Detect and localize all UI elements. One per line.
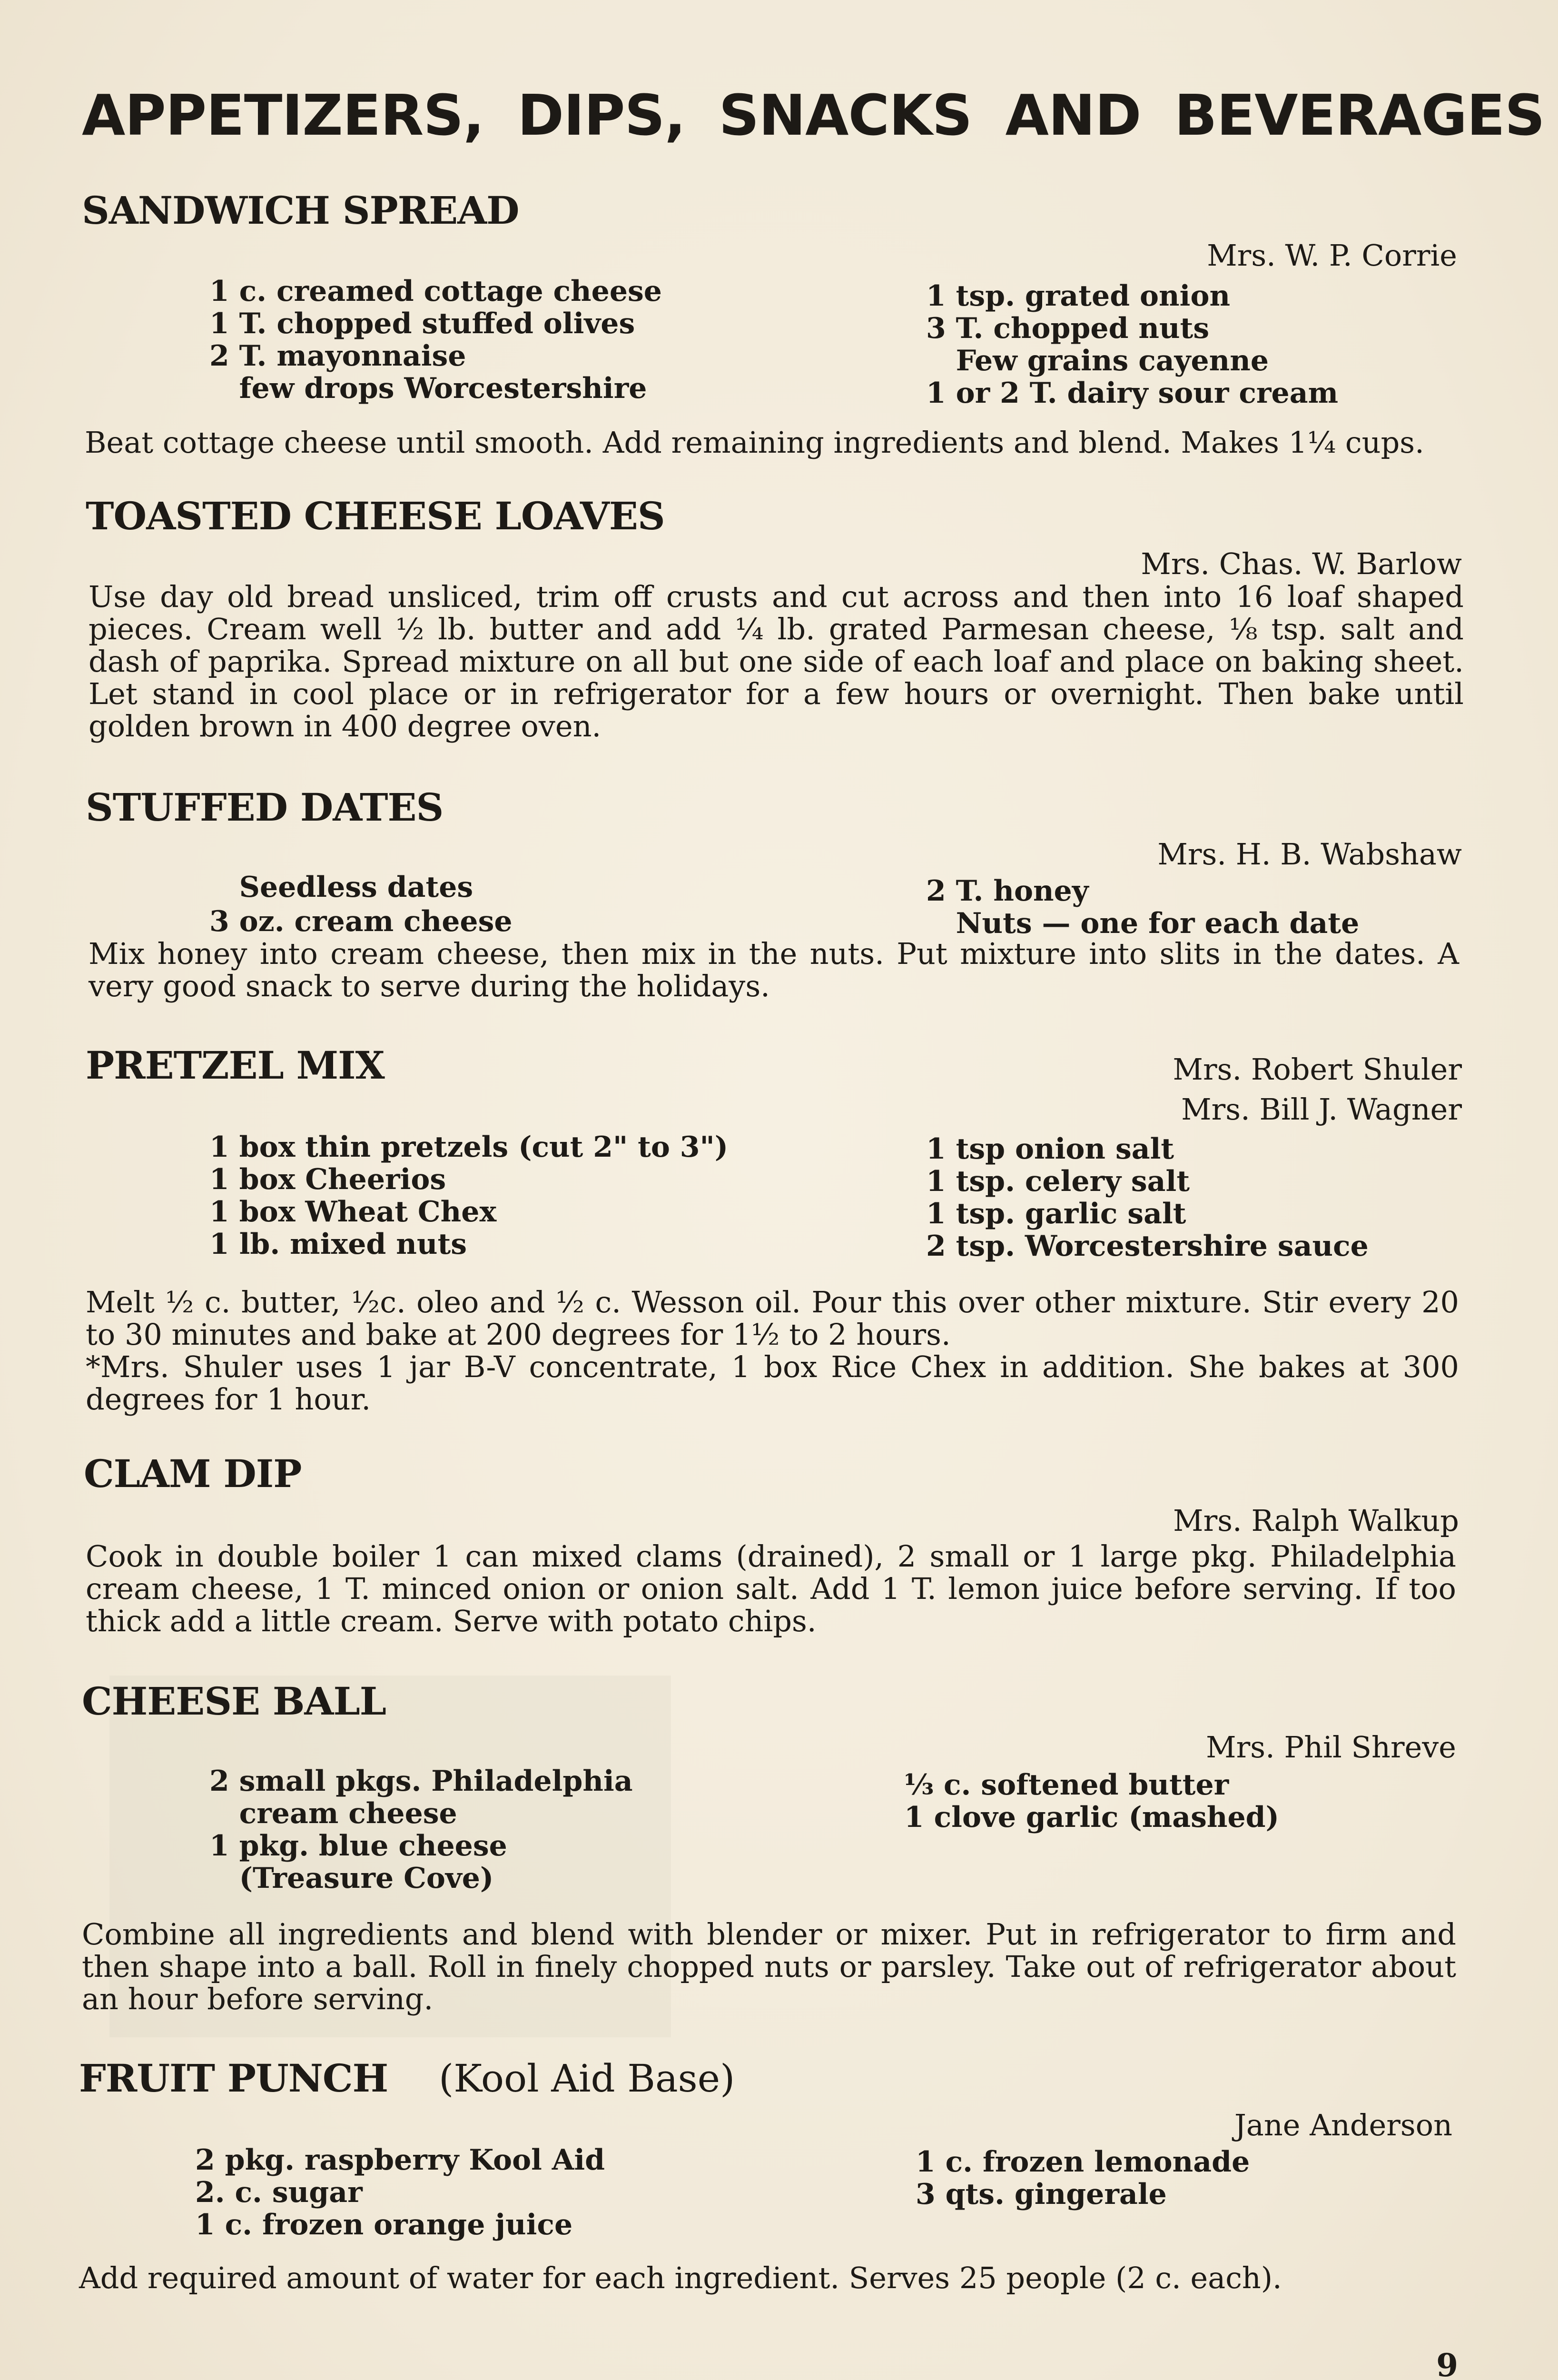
recipe-subtitle: (Kool Aid Base) [439, 2056, 735, 2101]
recipe-directions: Beat cottage cheese until smooth. Add remaining ingredients and blend. Makes 1¼ cups. [85, 425, 1424, 460]
ingredient: Nuts — one for each date [926, 907, 1360, 940]
recipe-directions: Add required amount of water for each ingredient. Serves 25 people (2 c. each). [79, 2261, 1282, 2295]
recipe-title: SANDWICH SPREAD [82, 188, 519, 233]
page-title: APPETIZERS, DIPS, SNACKS AND BEVERAGES [82, 82, 1545, 148]
ingredient: 1 lb. mixed nuts [209, 1228, 467, 1261]
ingredient: 2 tsp. Worcestershire sauce [926, 1230, 1369, 1263]
recipe-note: *Mrs. Shuler uses 1 jar B-V concentrate, 1 box Rice Chex in addition. She bakes at 300 degrees for 1 hour. [86, 1349, 1459, 1417]
ingredient: 1 or 2 T. dairy sour cream [926, 377, 1339, 410]
ingredient: 1 pkg. blue cheese [209, 1829, 507, 1863]
ingredient: 1 box Cheerios [209, 1163, 446, 1196]
ingredient: Seedless dates [209, 871, 473, 904]
recipe-author: Mrs. W. P. Corrie [1207, 238, 1457, 273]
recipe-author: Mrs. Robert Shuler [1173, 1052, 1462, 1087]
ingredient: 1 tsp. celery salt [926, 1165, 1190, 1198]
recipe-author: Mrs. Ralph Walkup [1173, 1503, 1459, 1538]
ingredient: 1 clove garlic (mashed) [904, 1801, 1280, 1834]
recipe-author: Mrs. Phil Shreve [1206, 1730, 1456, 1765]
ingredient: 2 small pkgs. Philadelphia [209, 1765, 633, 1798]
recipe-title [79, 2057, 735, 2100]
ingredient: 2 T. mayonnaise [209, 339, 466, 373]
ingredient: (Treasure Cove) [209, 1862, 494, 1895]
ingredient: 1 box thin pretzels (cut 2" to 3") [209, 1130, 729, 1164]
ingredient: 3 oz. cream cheese [209, 905, 513, 938]
ingredient: 1 T. chopped stuffed olives [209, 307, 635, 340]
recipe-title: PRETZEL MIX [86, 1043, 385, 1088]
recipe-title-text: FRUIT PUNCH [79, 2056, 388, 2101]
recipe-title: CLAM DIP [84, 1451, 302, 1496]
ingredient: few drops Worcestershire [209, 372, 647, 405]
ingredient: 2 pkg. raspberry Kool Aid [195, 2143, 605, 2177]
ingredient: 1 tsp onion salt [926, 1132, 1174, 1166]
ingredient: 1 c. creamed cottage cheese [209, 275, 662, 308]
recipe-directions: Melt ½ c. butter, ½c. oleo and ½ c. Wesson oil. Pour this over other mixture. Stir every 20 to 30 minutes and bake at 200 degrees for 1½ to 2 hours. [86, 1285, 1459, 1352]
recipe-author: Mrs. Chas. W. Barlow [1141, 546, 1462, 581]
ingredient: 1 c. frozen lemonade [916, 2145, 1250, 2179]
recipe-author: Mrs. H. B. Wabshaw [1157, 837, 1462, 872]
ingredient: cream cheese [209, 1797, 457, 1830]
recipe-directions: Cook in double boiler 1 can mixed clams (drained), 2 small or 1 large pkg. Philadelphia cream cheese, 1 T. minced onion or onion salt. Add 1 T. lemon juice before serving. If too thick add a little cream. Serve with potato chips. [86, 1539, 1456, 1638]
ingredient: 2 T. honey [926, 874, 1089, 908]
recipe-author: Mrs. Bill J. Wagner [1181, 1092, 1462, 1127]
ingredient: 1 tsp. garlic salt [926, 1197, 1186, 1230]
ingredient: ⅓ c. softened butter [904, 1768, 1229, 1802]
ingredient: 1 c. frozen orange juice [195, 2208, 573, 2241]
ingredient: 3 qts. gingerale [916, 2178, 1167, 2211]
recipe-directions: Combine all ingredients and blend with blender or mixer. Put in refrigerator to firm and then shape into a ball. Roll in finely chopped nuts or parsley. Take out of refrigerator about an hour before serving. [82, 1917, 1456, 2016]
page-number: 9 [1436, 2347, 1458, 2380]
recipe-title: CHEESE BALL [82, 1679, 386, 1724]
recipe-directions: Use day old bread unsliced, trim off crusts and cut across and then into 16 loaf shaped pieces. Cream well ½ lb. butter and add ¼ lb. grated Parmesan cheese, ⅛ tsp. salt and dash of paprika. Spread mixture on all but one side of each loaf and place on baking sheet. Let stand in cool place or in refrigerator for a few hours or overnight. Then bake until golden brown in 400 degree oven. [89, 579, 1464, 744]
recipe-title: TOASTED CHEESE LOAVES [86, 494, 665, 538]
recipe-title: STUFFED DATES [86, 785, 444, 830]
ingredient: Few grains cayenne [926, 344, 1269, 377]
ingredient: 1 tsp. grated onion [926, 279, 1231, 313]
show-through-text [109, 248, 144, 364]
recipe-directions: Mix honey into cream cheese, then mix in the nuts. Put mixture into slits in the dates. A very good snack to serve during the holidays. [89, 936, 1459, 1003]
recipe-author: Jane Anderson [1234, 2108, 1452, 2142]
ingredient: 3 T. chopped nuts [926, 312, 1210, 345]
ingredient: 1 box Wheat Chex [209, 1195, 497, 1229]
ingredient: 2. c. sugar [195, 2176, 363, 2209]
